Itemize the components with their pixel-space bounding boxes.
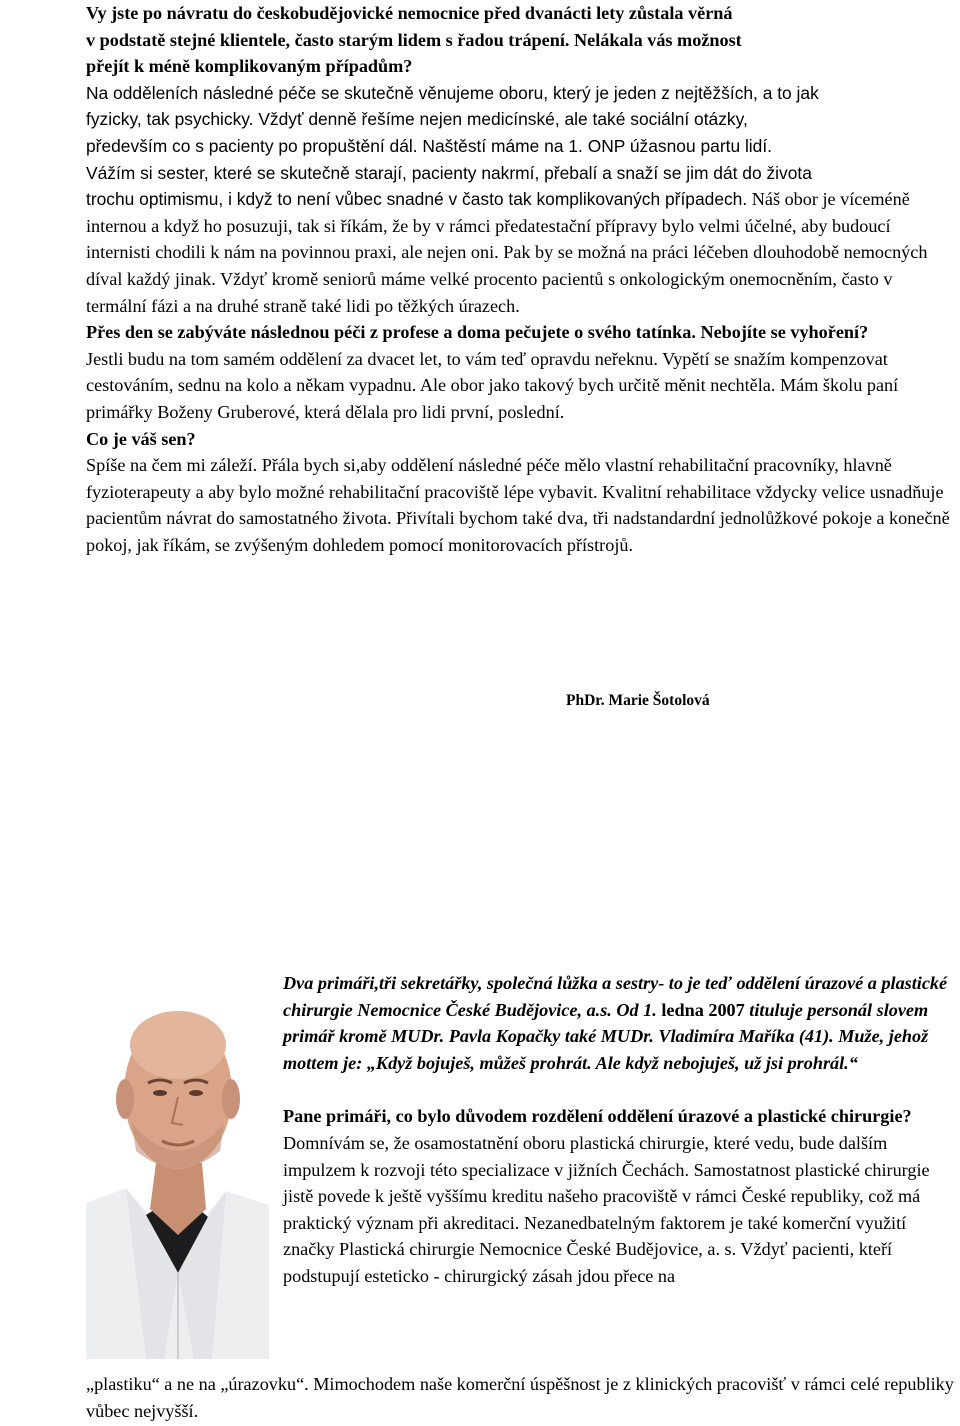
question-3: Co je váš sen? <box>86 428 196 449</box>
intro-lead-text: Dva primáři,tři sekretářky, společná lůžka a sestry- to je teď oddělení úrazové a plastické chirurgie Nemocnice České Budějovice, a.s. Od 1. <box>283 973 948 1020</box>
answer-1-line: trochu optimismu, i když to není vůbec snadné v často tak komplikovaných případech. <box>86 189 748 210</box>
answer-1-line: Na odděleních následné péče se skutečně věnujeme oboru, který je jeden z nejtěžších, a to jak <box>86 82 819 103</box>
signature: PhDr. Marie Šotolová <box>566 692 710 709</box>
portrait-photo <box>86 973 269 1359</box>
intro-lead <box>283 970 953 1076</box>
article-top <box>86 0 956 558</box>
question-2: Přes den se zabýváte následnou péči z profese a doma pečujete o svého tatínka. Nebojíte se vyhoření? <box>86 322 869 343</box>
question-1-line: v podstatě stejné klientele, často starým lidem s řadou trápení. Nelákala vás možnost <box>86 29 742 50</box>
answer-1 <box>86 80 956 319</box>
intro-column <box>283 970 953 1290</box>
answer-1-text: Náš obor je víceméně internou a když ho posuzuji, tak si říkám, že by v rámci předatestační přípravy bylo velmi účelné, aby budoucí internisti chodili k nám na povinnou praxi, ale nejen oni. Pak by se možná na práci léčeben dlouhodobě nemocných díval každý jinak. Vždyť kromě seniorů máme velké procento pacientů s onkologickým onemocněním, často v termální fázi a na druhé straně také lidi po těžkých úrazech. <box>86 189 928 316</box>
answer-1-line: Vážím si sester, které se skutečně starají, pacienty nakrmí, přebalí a snaží se jim dát do života <box>86 162 812 183</box>
question-1-line: přejít k méně komplikovaným případům? <box>86 56 413 77</box>
answer-1-line: fyzicky, tak psychicky. Vždyť denně řešíme nejen medicínské, ale také sociální otázky, <box>86 109 748 130</box>
answer-4-continued: „plastiku“ a ne na „úrazovku“. Mimochodem naše komerční úspěšnost je z klinických pracovišť v rámci celé republiky vůbec nejvyšší. <box>86 1374 954 1421</box>
question-1 <box>86 0 956 80</box>
answer-3: Spíše na čem mi záleží. Přála bych si,aby oddělení následné péče mělo vlastní rehabilitační pracovníky, hlavně fyzioterapeuty a aby bylo možné rehabilitační pracoviště lépe vybavit. Kvalitní rehabilitace vždycky velice usnadňuje pacientům návrat do samostatného života. Přivítali bychom také dva, tři nadstandardní jednolůžkové pokoje a konečně pokoj, jak říkám, se zvýšeným dohledem pomocí monitorovacích přístrojů. <box>86 455 950 555</box>
intro-lead-text: tituluje personál slovem primář kromě MUDr. Pavla Kopačky také MUDr. Vladimíra Maříka (41). Muže, jehož mottem je: „Když bojuješ, můžeš prohrát. Ale když nebojuješ, už jsi prohrál.“ <box>283 999 929 1073</box>
answer-2: Jestli budu na tom samém oddělení za dvacet let, to vám teď opravdu neřeknu. Vypětí se snažím kompenzovat cestováním, sednu na kolo a někam vypadnu. Ale obor jako takový bych určitě měnit nechtěla. Mám školu paní primářky Boženy Gruberové, která dělala pro lidi první, poslední. <box>86 348 899 422</box>
question-4: Pane primáři, co bylo důvodem rozdělení oddělení úrazové a plastické chirurgie? <box>283 1106 912 1127</box>
intro-lead-date: ledna 2007 <box>661 999 745 1020</box>
answer-1-line: především co s pacienty po propuštění dál. Naštěstí máme na 1. ONP úžasnou partu lidí. <box>86 135 773 156</box>
answer-4: Domnívám se, že osamostatnění oboru plastická chirurgie, které vedu, bude dalším impulzem k rozvoji této specializace v jižních Čechách. Samostatnost plastické chirurgie jistě povede k ještě vyššímu kreditu našeho pracoviště v rámci České republiky, což má praktický význam při akreditaci. Nezanedbatelným faktorem je také komerční využití značky Plastická chirurgie Nemocnice České Budějovice, a. s. Vždyť pacienti, kteří podstupují esteticko - chirurgický zásah jdou přece na <box>283 1132 930 1286</box>
question-1-line: Vy jste po návratu do českobudějovické nemocnice před dvanácti lety zůstala věrná <box>86 3 733 23</box>
